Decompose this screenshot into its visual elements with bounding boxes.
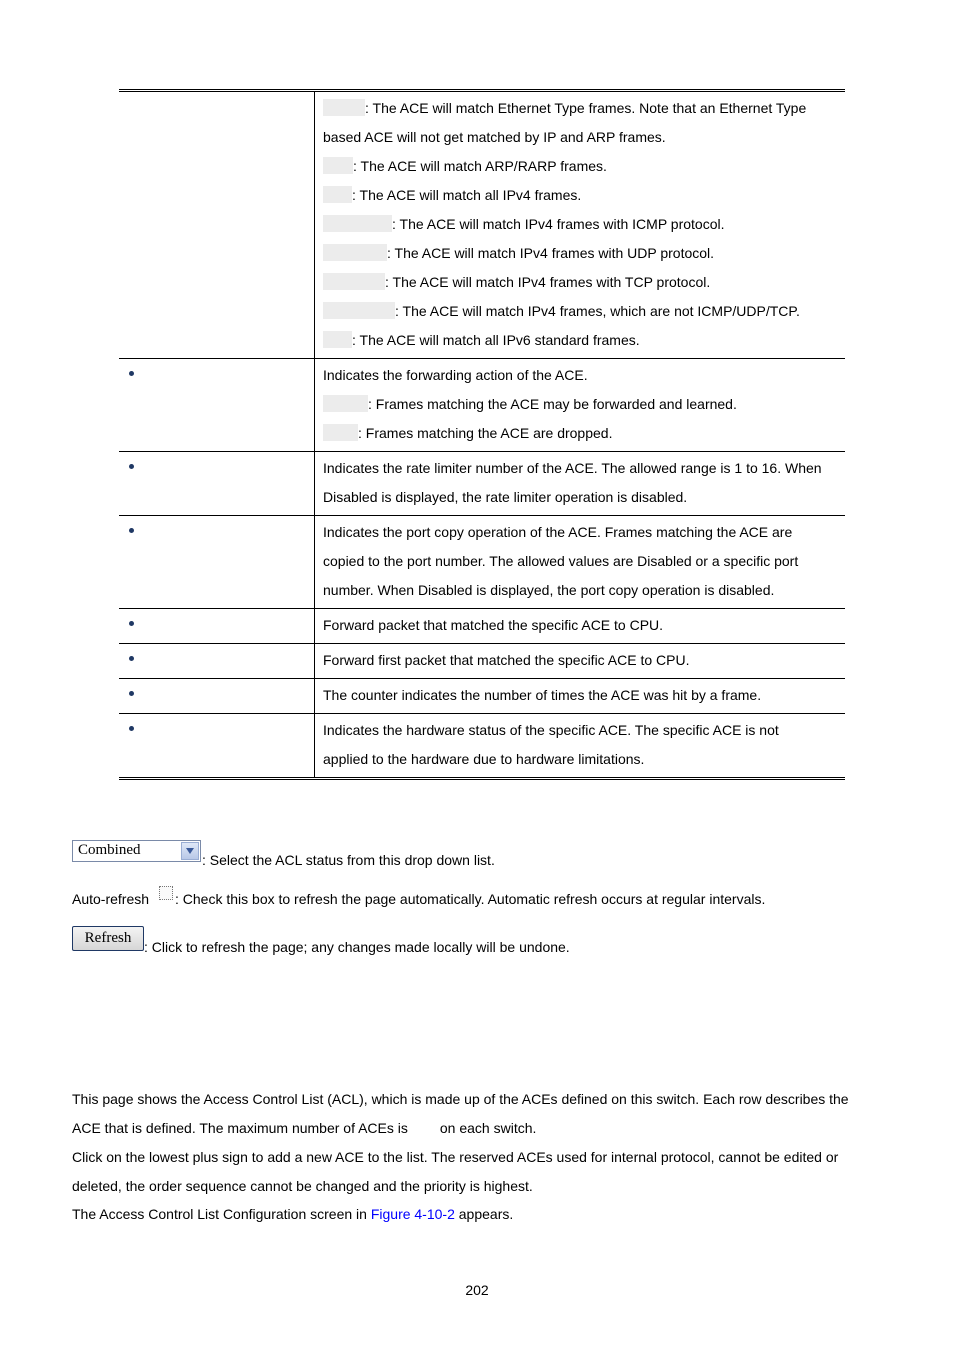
acl-status-select-description: : Select the ACL status from this drop down list. [202,852,495,868]
parameter-cell [119,644,315,679]
description-line [323,518,839,547]
description-text: Indicates the hardware status of the specific ACE. The specific ACE is not [323,722,779,738]
description-line [323,297,839,326]
value-placeholder [323,99,365,116]
value-placeholder [323,157,353,174]
description-text: : The ACE will match IPv4 frames with UDP protocol. [387,245,715,261]
description-text: : The ACE will match all IPv6 standard frames. [352,332,640,348]
auto-refresh-description: : Check this box to refresh the page automatically. Automatic refresh occurs at regular intervals. [175,891,766,907]
bullet-icon [129,621,134,626]
bullet-icon [129,371,134,376]
description-line [323,390,839,419]
description-line [323,483,839,512]
value-placeholder [323,215,392,232]
figure-link[interactable]: Figure 4-10-2 [370,1206,455,1222]
refresh-button-description: : Click to refresh the page; any changes made locally will be undone. [144,939,570,955]
page-number: 202 [465,1282,489,1298]
table-row [119,609,845,644]
description-line [323,646,839,675]
description-text: : Frames matching the ACE are dropped. [358,425,613,441]
acl-status-select[interactable] [72,840,201,862]
chevron-down-icon [181,842,199,860]
body-paragraph-1-line-2-end: on each switch. [439,1120,537,1136]
body-paragraph-3-start: The Access Control List Configuration screen in [72,1206,367,1222]
description-line [323,210,839,239]
body-paragraph-2-line-2: deleted, the order sequence cannot be changed and the priority is highest. [72,1178,533,1194]
body-paragraph-1-line-2-start: ACE that is defined. The maximum number of ACEs is [72,1120,408,1136]
description-cell [315,452,846,516]
description-text: Indicates the rate limiter number of the ACE. The allowed range is 1 to 16. When [323,460,822,476]
refresh-button[interactable]: Refresh [72,926,144,951]
description-line [323,419,839,448]
description-text: Forward packet that matched the specific ACE to CPU. [323,617,664,633]
description-line [323,94,839,123]
ace-parameter-table [119,89,845,780]
bullet-icon [129,528,134,533]
description-text: : Frames matching the ACE may be forwarded and learned. [368,396,737,412]
parameter-cell [119,516,315,609]
description-line [323,239,839,268]
body-paragraph-3-end: appears. [458,1206,514,1222]
description-line [323,576,839,605]
table-row [119,91,845,359]
description-cell [315,516,846,609]
ace-parameter-table-body [119,91,845,779]
acl-status-select-value: Combined [78,842,141,858]
description-text: Indicates the port copy operation of the ACE. Frames matching the ACE are [323,524,793,540]
description-line [323,547,839,576]
description-text: : The ACE will match Ethernet Type frames. Note that an Ethernet Type [365,100,807,116]
body-paragraph-2-line-1: Click on the lowest plus sign to add a new ACE to the list. The reserved ACEs used for internal protocol, cannot be edited or [72,1149,839,1165]
description-text: number. When Disabled is displayed, the port copy operation is disabled. [323,582,775,598]
table-row [119,679,845,714]
description-cell [315,714,846,779]
body-paragraph-1-line-1: This page shows the Access Control List (ACL), which is made up of the ACEs defined on this switch. Each row describes the [72,1091,849,1107]
description-line [323,681,839,710]
description-line [323,361,839,390]
description-line [323,716,839,745]
description-cell [315,91,846,359]
description-text: The counter indicates the number of times the ACE was hit by a frame. [323,687,762,703]
table-row [119,516,845,609]
description-cell [315,359,846,452]
value-placeholder [323,395,368,412]
body-paragraph-1-line-2 [72,1114,892,1143]
body-paragraph-3 [72,1200,892,1229]
parameter-cell [119,609,315,644]
description-text: : The ACE will match ARP/RARP frames. [353,158,607,174]
description-text: copied to the port number. The allowed values are Disabled or a specific port [323,553,799,569]
bullet-icon [129,691,134,696]
table-row [119,714,845,779]
auto-refresh-label: Auto-refresh [72,891,150,907]
description-line [323,611,839,640]
description-text: : The ACE will match IPv4 frames with ICMP protocol. [392,216,725,232]
description-cell [315,679,846,714]
auto-refresh-checkbox[interactable] [159,886,173,900]
description-line [323,181,839,210]
description-text: based ACE will not get matched by IP and ARP frames. [323,129,666,145]
description-text: Indicates the forwarding action of the ACE. [323,367,588,383]
table-row [119,644,845,679]
parameter-cell [119,679,315,714]
parameter-cell [119,714,315,779]
bullet-icon [129,464,134,469]
description-line [323,454,839,483]
parameter-cell [119,91,315,359]
description-line [323,326,839,355]
description-line [323,268,839,297]
description-text: : The ACE will match IPv4 frames with TCP protocol. [385,274,711,290]
description-text: Disabled is displayed, the rate limiter operation is disabled. [323,489,688,505]
description-line [323,123,839,152]
value-placeholder [323,186,352,203]
value-placeholder [323,273,385,290]
description-text: applied to the hardware due to hardware limitations. [323,751,645,767]
description-cell [315,644,846,679]
bullet-icon [129,656,134,661]
description-line [323,745,839,774]
table-row [119,359,845,452]
parameter-cell [119,359,315,452]
value-placeholder [323,424,358,441]
bullet-icon [129,726,134,731]
description-text: : The ACE will match all IPv4 frames. [352,187,582,203]
description-cell [315,609,846,644]
table-row [119,452,845,516]
value-placeholder [323,244,387,261]
description-text: : The ACE will match IPv4 frames, which are not ICMP/UDP/TCP. [395,303,800,319]
parameter-cell [119,452,315,516]
value-placeholder [323,302,395,319]
value-placeholder [323,331,352,348]
description-line [323,152,839,181]
description-text: Forward first packet that matched the specific ACE to CPU. [323,652,690,668]
